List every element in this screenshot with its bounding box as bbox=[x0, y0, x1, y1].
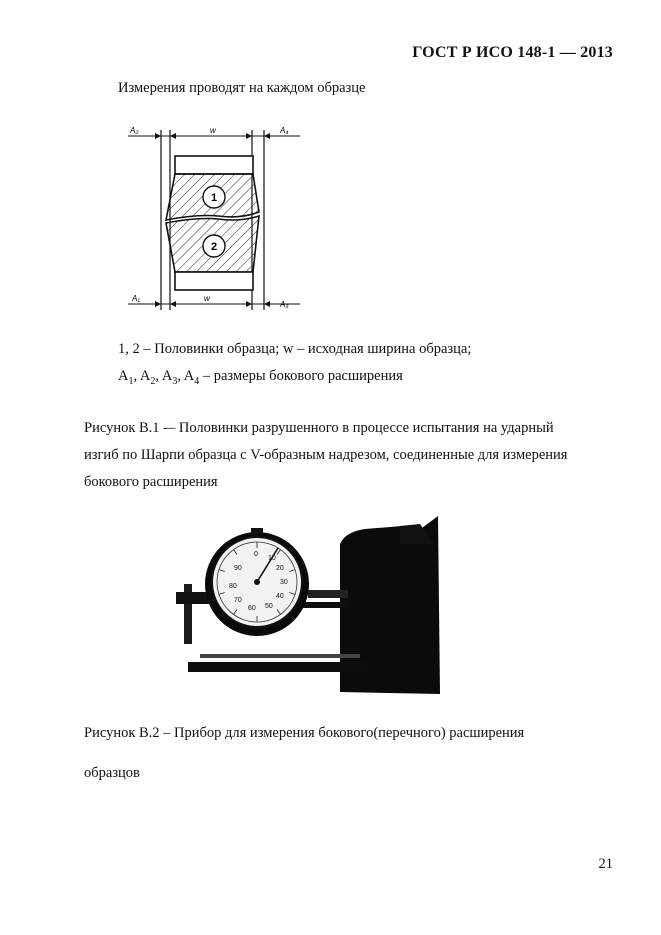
label-a4: A₄ bbox=[280, 126, 289, 135]
figure1-caption-line3: бокового расширения bbox=[84, 474, 218, 490]
dial-number: 90 bbox=[234, 565, 242, 572]
dial-number: 0 bbox=[254, 551, 258, 558]
dial-number: 40 bbox=[276, 593, 284, 600]
page-number: 21 bbox=[598, 856, 613, 872]
document-header: ГОСТ Р ИСО 148-1 — 2013 bbox=[412, 44, 613, 61]
legend-a: , A bbox=[133, 368, 151, 384]
dial-number: 30 bbox=[280, 579, 288, 586]
figure2-caption-line1: Рисунок В.2 – Прибор для измерения бокового(перечного) расширения bbox=[84, 725, 525, 741]
legend-sub: 1 bbox=[128, 375, 134, 387]
dial-number: 70 bbox=[234, 597, 242, 604]
figure-specimen-halves bbox=[128, 122, 300, 318]
dial-number: 20 bbox=[276, 565, 284, 572]
label-w-bottom: w bbox=[204, 294, 210, 303]
figure2-caption-line2: образцов bbox=[84, 765, 140, 781]
dial-number: 80 bbox=[229, 583, 237, 590]
legend-a: A bbox=[118, 368, 129, 384]
figure-dial-gauge-photo bbox=[150, 504, 440, 694]
label-w-top: w bbox=[210, 126, 216, 135]
label-a1: A₁ bbox=[132, 294, 140, 303]
dial-number: 50 bbox=[265, 603, 273, 610]
figure1-legend-line1: 1, 2 – Половинки образца; w – исходная ширина образца; bbox=[118, 341, 472, 357]
legend-a: , A bbox=[155, 368, 173, 384]
intro-paragraph: Измерения проводят на каждом образце bbox=[118, 80, 366, 96]
label-a2: A₂ bbox=[130, 126, 139, 135]
legend-text: – размеры бокового расширения bbox=[199, 368, 403, 384]
figure1-caption-line1: Рисунок В.1 -– Половинки разрушенного в процессе испытания на ударный bbox=[84, 420, 554, 436]
marker-2: 2 bbox=[211, 241, 218, 253]
legend-a: , A bbox=[177, 368, 195, 384]
marker-1: 1 bbox=[211, 192, 218, 204]
dial-number: 10 bbox=[268, 555, 276, 562]
legend-sub: 2 bbox=[150, 375, 156, 387]
legend-sub: 3 bbox=[172, 375, 178, 387]
dial-number: 60 bbox=[248, 605, 256, 612]
label-a3: A₃ bbox=[280, 300, 289, 309]
figure1-legend-line2 bbox=[118, 368, 403, 387]
figure1-caption-line2: изгиб по Шарпи образца с V-образным надрезом, соединенные для измерения bbox=[84, 447, 568, 463]
legend-sub: 4 bbox=[194, 375, 200, 387]
